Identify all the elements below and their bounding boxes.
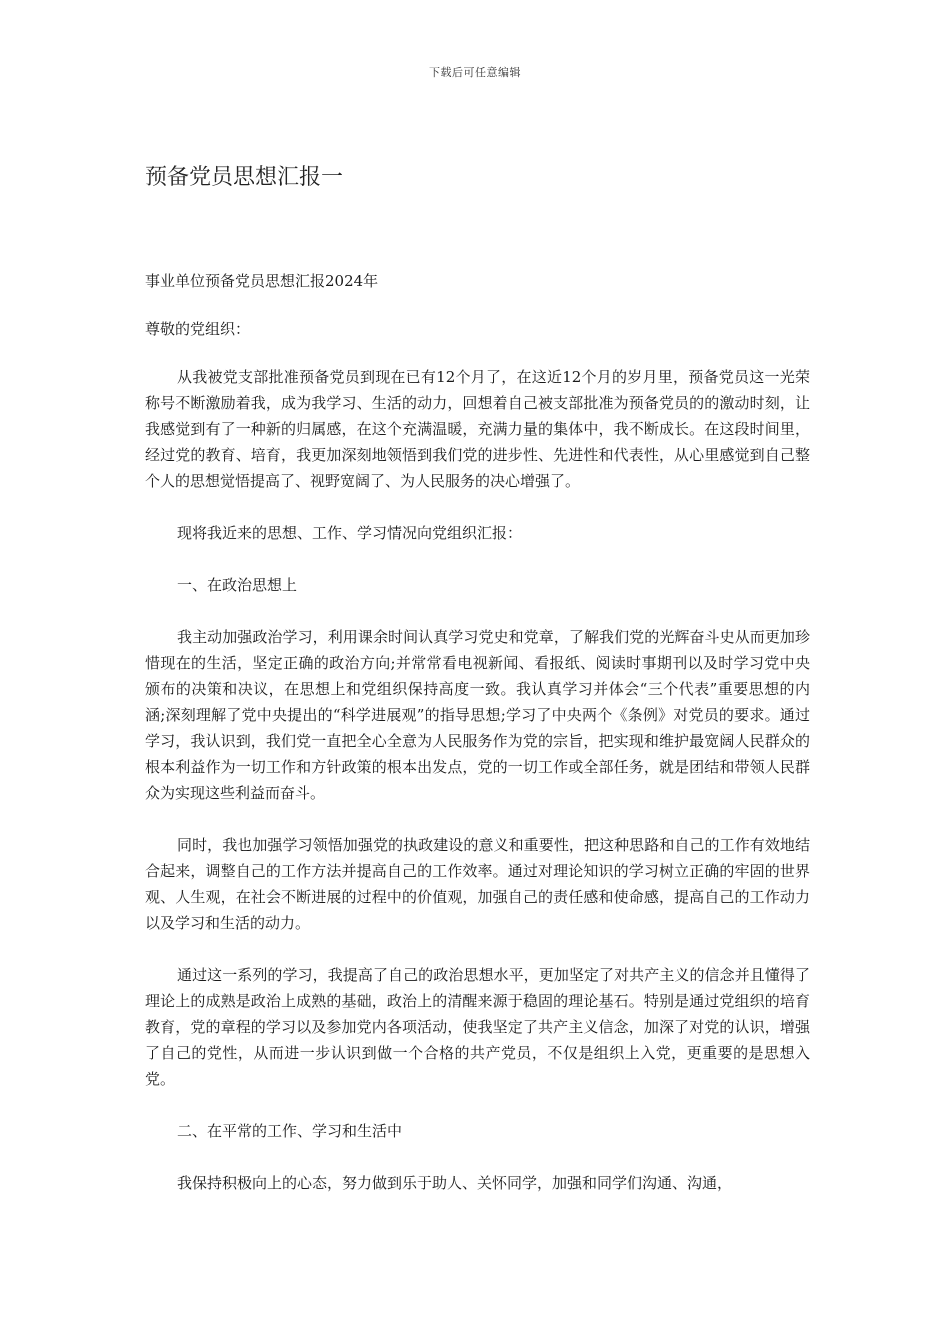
document-title: 预备党员思想汇报一 <box>145 165 344 190</box>
paragraph-report-lead: 现将我近来的思想、工作、学习情况向党组织汇报： <box>177 524 523 542</box>
header-note: 下载后可任意编辑 <box>429 66 521 79</box>
section-heading-political: 一、在政治思想上 <box>177 576 298 594</box>
paragraph-conviction: 通过这一系列的学习，我提高了自己的政治思想水平，更加坚定了对共产主义的信念并且懂得了理论上的成熟是政治上成熟的基础，政治上的清醒来源于稳固的理论基石。特别是通过党组织的培育教育，党的章程的学习以及参加党内各项活动，使我坚定了共产主义信念，加深了对党的认识，增强了自己的党性，从而进一步认识到做一个合格的共产党员，不仅是组织上入党，更重要的是思想入党。 <box>145 966 810 1088</box>
salutation: 尊敬的党组织： <box>145 320 251 338</box>
paragraph-attitude: 我保持积极向上的心态，努力做到乐于助人、关怀同学，加强和同学们沟通、沟通， <box>177 1174 733 1192</box>
paragraph-intro: 从我被党支部批准预备党员到现在已有12个月了，在这近12个月的岁月里，预备党员这一光荣称号不断激励着我，成为我学习、生活的动力，回想着自己被支部批准为预备党员的的激动时刻，让我感觉到有了一种新的归属感，在这个充满温暖，充满力量的集体中，我不断成长。在这段时间里，经过党的教育、培育，我更加深刻地领悟到我们党的进步性、先进性和代表性，从心里感觉到自己整个人的思想觉悟提高了、视野宽阔了、为人民服务的决心增强了。 <box>145 368 810 490</box>
document-subtitle: 事业单位预备党员思想汇报2024年 <box>145 272 379 290</box>
document-body <box>145 268 810 1222</box>
section-heading-daily-life: 二、在平常的工作、学习和生活中 <box>177 1122 403 1140</box>
paragraph-governance: 同时，我也加强学习领悟加强党的执政建设的意义和重要性，把这种思路和自己的工作有效地结合起来，调整自己的工作方法并提高自己的工作效率。通过对理论知识的学习树立正确的牢固的世界观、人生观，在社会不断进展的过程中的价值观，加强自己的责任感和使命感，提高自己的工作动力以及学习和生活的动力。 <box>145 836 810 932</box>
paragraph-political-study: 我主动加强政治学习，利用课余时间认真学习党史和党章，了解我们党的光辉奋斗史从而更加珍惜现在的生活，坚定正确的政治方向;并常常看电视新闻、看报纸、阅读时事期刊以及时学习党中央颁布的决策和决议，在思想上和党组织保持高度一致。我认真学习并体会“三个代表”重要思想的内涵;深刻理解了党中央提出的“科学进展观”的指导思想;学习了中央两个《条例》对党员的要求。通过学习，我认识到，我们党一直把全心全意为人民服务作为党的宗旨，把实现和维护最宽阔人民群众的根本利益作为一切工作和方针政策的根本出发点，党的一切工作或全部任务，就是团结和带领人民群众为实现这些利益而奋斗。 <box>145 628 810 802</box>
